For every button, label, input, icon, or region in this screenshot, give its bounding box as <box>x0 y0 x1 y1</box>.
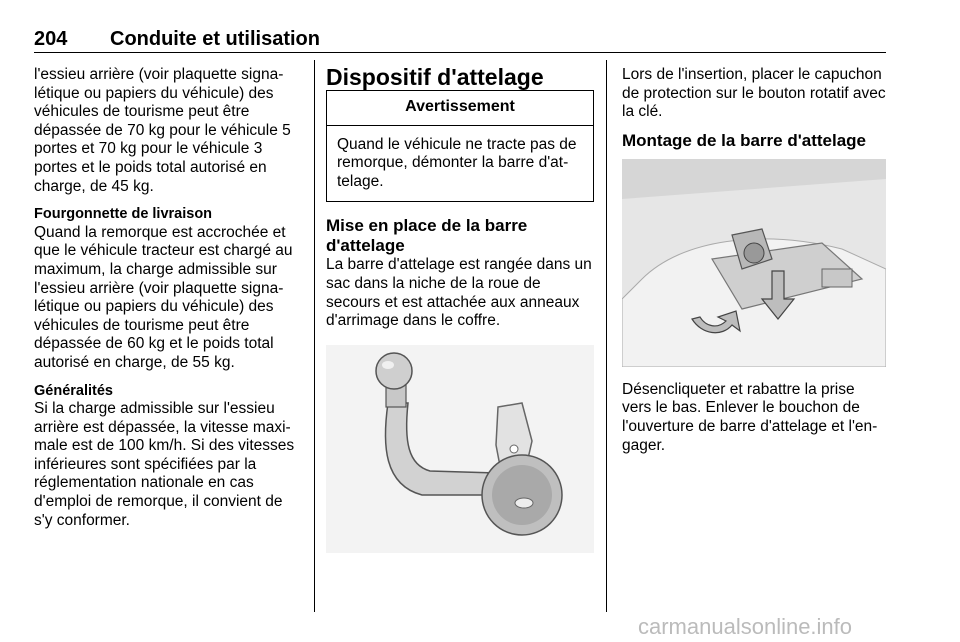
page-number: 204 <box>34 28 68 50</box>
column-divider-2 <box>606 60 607 612</box>
mounting-illustration <box>622 159 886 367</box>
col1-paragraph-1: l'essieu arrière (voir plaquette signa-létique ou papiers du véhicule) des véhicules de tourisme peut être dépassée de 70 kg pour le véhicule 5 portes et 70 kg pour le véhicule 3 portes et le poids total autorisé en charge, de 45 kg. <box>34 66 291 195</box>
col3-paragraph-2: Désencliqueter et rabattre la prise vers le bas. Enlever le bouchon de l'ouverture de barre d'attelage et l'en-gager. <box>622 380 878 454</box>
col1-paragraph-2: Quand la remorque est accrochée et que le véhicule tracteur est chargé au maximum, la charge admissible sur l'essieu arrière (voir plaquette signa-létique ou papiers du véhicule) des véhicules de tourisme peut être dépassée de 60 kg et le poids total autorisé en charge, de 55 kg. <box>34 223 293 371</box>
column-divider-1 <box>314 60 315 612</box>
heading-mise-en-place: Mise en place de la barre d'attelage <box>326 216 528 256</box>
mounting-drawing <box>622 159 886 367</box>
page-header <box>34 26 886 52</box>
column-2 <box>326 64 594 553</box>
towbar-drawing <box>326 345 594 553</box>
column-1 <box>34 66 304 530</box>
towbar-illustration <box>326 345 594 553</box>
column-3 <box>622 66 888 455</box>
col1-paragraph-3: Si la charge admissible sur l'essieu arrière est dépassée, la vitesse maxi-male est de 100 km/h. Si des vitesses inférieures sont spécifiées par la réglementation nationale en cas d'emploi de remorque, il convient de s'y conformer. <box>34 400 295 529</box>
watermark-url: carmanualsonline.info <box>638 614 853 639</box>
warning-box <box>326 90 594 202</box>
warning-text: Quand le véhicule ne tracte pas de remorque, démonter la barre d'at-telage. <box>337 135 577 190</box>
warning-title: Avertissement <box>327 91 593 126</box>
header-divider <box>34 52 886 53</box>
subheading-fourgonnette: Fourgonnette de livraison <box>34 206 213 223</box>
col2-paragraph: La barre d'attelage est rangée dans un sac dans la niche de la roue de secours et est attachée aux anneaux d'arrimage dans le coffre. <box>326 256 592 330</box>
page-title: Conduite et utilisation <box>110 28 320 50</box>
section-title: Dispositif d'attelage <box>326 64 544 90</box>
col3-paragraph-1: Lors de l'insertion, placer le capuchon de protection sur le bouton rotatif avec la clé. <box>622 66 886 121</box>
heading-montage: Montage de la barre d'attelage <box>622 130 866 150</box>
subheading-generalites: Généralités <box>34 382 113 399</box>
